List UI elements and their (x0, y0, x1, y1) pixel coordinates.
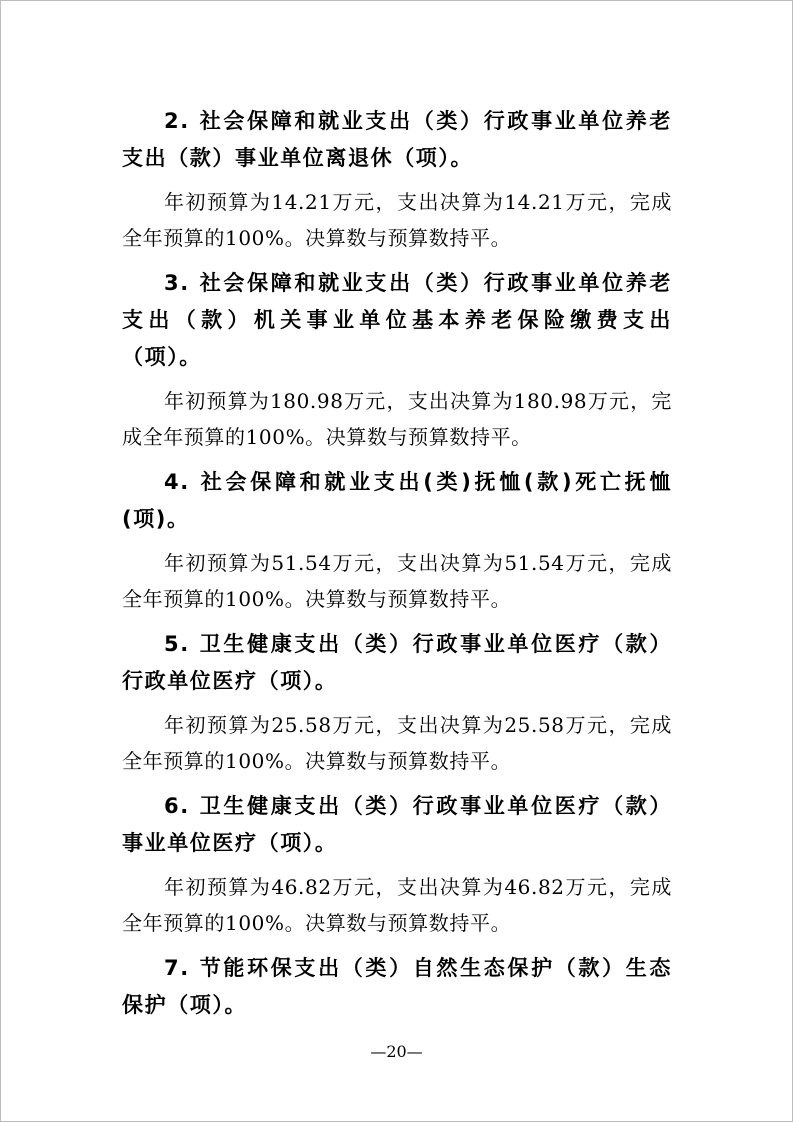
section-2 (122, 103, 672, 256)
section-3 (122, 265, 672, 455)
section-body: 年初预算为14.21万元，支出决算为14.21万元，完成全年预算的100%。决算数与预算数持平。 (122, 190, 672, 250)
section-body: 年初预算为180.98万元，支出决算为180.98万元，完成全年预算的100%。决算数与预算数持平。 (122, 389, 672, 449)
section-heading: 7. 节能环保支出（类）自然生态保护（款）生态保护（项）。 (122, 956, 672, 1017)
section-heading: 2. 社会保障和就业支出（类）行政事业单位养老支出（款）事业单位离退休（项）。 (122, 109, 672, 170)
section-5 (122, 626, 672, 779)
section-heading: 6. 卫生健康支出（类）行政事业单位医疗（款）事业单位医疗（项）。 (122, 794, 672, 855)
section-7 (122, 950, 672, 1024)
section-4 (122, 464, 672, 617)
section-body: 年初预算为46.82万元，支出决算为46.82万元，完成全年预算的100%。决算数与预算数持平。 (122, 875, 672, 935)
section-heading: 4. 社会保障和就业支出(类)抚恤(款)死亡抚恤(项)。 (122, 470, 672, 531)
section-6 (122, 788, 672, 941)
document-body (122, 103, 672, 1031)
section-heading: 3. 社会保障和就业支出（类）行政事业单位养老支出（款）机关事业单位基本养老保险缴费支出（项）。 (122, 271, 672, 369)
page-number: —20— (370, 1042, 423, 1061)
section-body: 年初预算为51.54万元，支出决算为51.54万元，完成全年预算的100%。决算数与预算数持平。 (122, 551, 672, 611)
section-body: 年初预算为25.58万元，支出决算为25.58万元，完成全年预算的100%。决算数与预算数持平。 (122, 713, 672, 773)
section-heading: 5. 卫生健康支出（类）行政事业单位医疗（款）行政单位医疗（项）。 (122, 632, 672, 693)
